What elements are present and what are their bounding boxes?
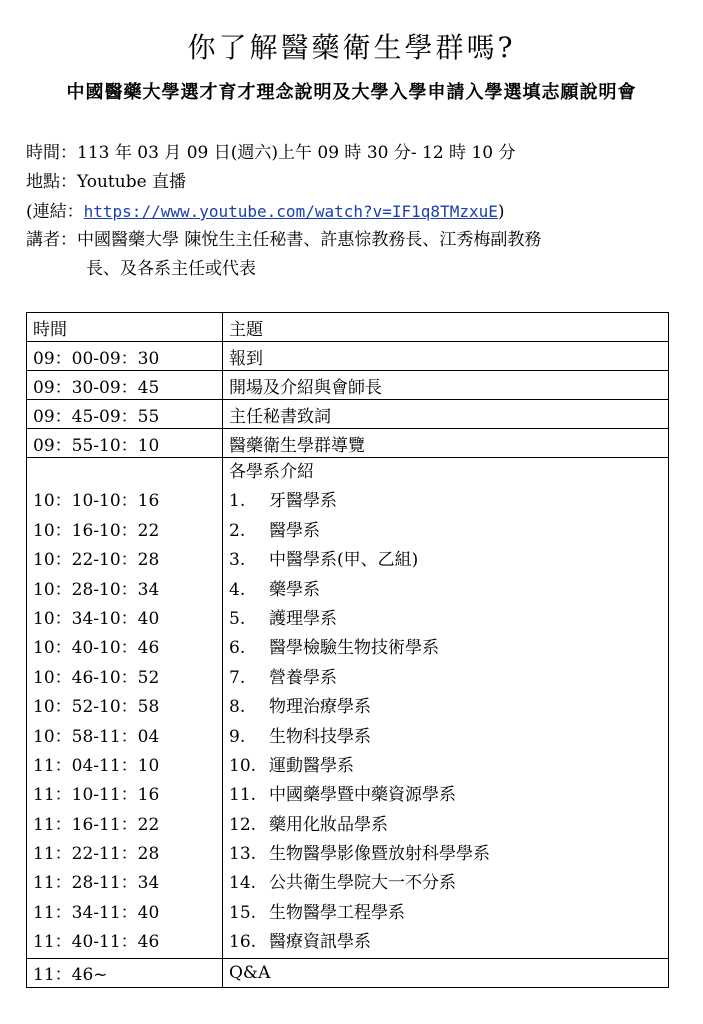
link-prefix: (連結： [26, 202, 84, 222]
department-name: 醫療資訊學系 [269, 932, 371, 953]
row-time: 09：45-09：55 [27, 400, 223, 429]
department-number: 1. [229, 491, 246, 512]
event-time: 時間：113 年 03 月 09 日(週六)上午 09 時 30 分- 12 時 10 分 [26, 143, 516, 163]
department-item [223, 487, 668, 516]
table-row [27, 400, 669, 429]
department-item [223, 869, 668, 898]
header-time: 時間 [27, 313, 223, 342]
row-topic: 報到 [223, 342, 669, 371]
table-row-final [27, 958, 669, 987]
department-time: 10：58-11：04 [33, 726, 160, 747]
row-topic: 開場及介紹與會師長 [223, 371, 669, 400]
department-number: 7. [229, 667, 246, 688]
page-title: 你了解醫藥衛生學群嗎? [187, 31, 516, 64]
department-time: 11：28-11：34 [33, 873, 160, 894]
department-number: 9. [229, 726, 246, 747]
department-item [223, 840, 668, 869]
department-time: 11：34-11：40 [33, 902, 160, 923]
row-topic: 主任秘書致詞 [223, 400, 669, 429]
department-number: 16. [229, 932, 257, 953]
link-suffix: ) [497, 202, 505, 222]
department-item [223, 781, 668, 810]
department-name: 公共衛生學院大一不分系 [269, 873, 456, 894]
row-time: 09：55-10：10 [27, 429, 223, 458]
final-topic: Q&A [223, 958, 669, 987]
department-time: 10：10-10：16 [33, 491, 160, 512]
department-time: 11：16-11：22 [33, 814, 160, 835]
department-number: 6. [229, 638, 246, 659]
department-number: 2. [229, 520, 246, 541]
department-number: 5. [229, 608, 246, 629]
department-number: 8. [229, 697, 246, 718]
event-speakers-cont: 長、及各系主任或代表 [86, 259, 256, 279]
department-times-cell [27, 458, 223, 959]
department-item [223, 693, 668, 722]
department-times-spacer [27, 458, 222, 487]
department-heading: 各學系介紹 [229, 462, 314, 482]
department-time: 10：46-10：52 [33, 667, 160, 688]
department-item [223, 517, 668, 546]
department-time: 10：52-10：58 [33, 697, 160, 718]
department-number: 15. [229, 902, 257, 923]
department-item [223, 546, 668, 575]
department-name: 藥用化妝品學系 [269, 814, 388, 835]
department-item [223, 811, 668, 840]
department-item [223, 899, 668, 928]
department-name: 醫學系 [269, 520, 320, 541]
department-time: 10：16-10：22 [33, 520, 160, 541]
header-topic: 主題 [223, 313, 669, 342]
department-names-cell [223, 458, 669, 959]
department-name: 醫學檢驗生物技術學系 [269, 638, 439, 659]
page-subtitle: 中國醫藥大學選才育才理念說明及大學入學申請入學選填志願說明會 [66, 82, 637, 103]
department-name: 中國藥學暨中藥資源學系 [269, 785, 456, 806]
department-item [223, 576, 668, 605]
department-number: 10. [229, 755, 257, 776]
department-item [223, 664, 668, 693]
department-number: 4. [229, 579, 246, 600]
department-number: 12. [229, 814, 257, 835]
table-row [27, 342, 669, 371]
department-name: 牙醫學系 [269, 491, 337, 512]
department-time: 10：40-10：46 [33, 638, 160, 659]
department-time: 11：04-11：10 [33, 755, 160, 776]
department-number: 14. [229, 873, 257, 894]
department-number: 3. [229, 550, 246, 571]
department-item [223, 752, 668, 781]
department-number: 13. [229, 844, 257, 865]
department-name: 藥學系 [269, 579, 320, 600]
department-name: 運動醫學系 [269, 755, 354, 776]
department-item [223, 634, 668, 663]
department-time: 11：10-11：16 [33, 785, 160, 806]
department-item [223, 723, 668, 752]
department-item [223, 605, 668, 634]
department-item [223, 928, 668, 957]
final-time: 11：46~ [27, 958, 223, 987]
youtube-link[interactable]: https://www.youtube.com/watch?v=IF1q8TMzxuE [83, 202, 498, 221]
department-name: 物理治療學系 [269, 697, 371, 718]
table-row [27, 429, 669, 458]
department-name: 營養學系 [269, 667, 337, 688]
department-name: 護理學系 [269, 608, 337, 629]
department-time: 10：22-10：28 [33, 550, 160, 571]
department-name: 中醫學系(甲、乙組) [269, 550, 419, 571]
event-speakers: 講者：中國醫藥大學 陳悅生主任秘書、許惠悰教務長、江秀梅副教務 [26, 230, 542, 250]
department-number: 11. [229, 785, 257, 806]
table-header-row [27, 313, 669, 342]
schedule-table [26, 312, 669, 988]
department-time: 10：28-10：34 [33, 579, 160, 600]
department-time: 11：40-11：46 [33, 932, 160, 953]
event-link-line [26, 197, 686, 226]
row-topic: 醫藥衛生學群導覽 [223, 429, 669, 458]
department-name: 生物醫學影像暨放射科學學系 [269, 844, 490, 865]
event-info [26, 139, 686, 284]
row-time: 09：00-09：30 [27, 342, 223, 371]
department-time: 11：22-11：28 [33, 844, 160, 865]
department-name: 生物科技學系 [269, 726, 371, 747]
event-place: 地點：Youtube 直播 [26, 172, 187, 192]
department-block-row [27, 458, 669, 959]
row-time: 09：30-09：45 [27, 371, 223, 400]
department-name: 生物醫學工程學系 [269, 902, 405, 923]
table-row [27, 371, 669, 400]
department-time: 10：34-10：40 [33, 608, 160, 629]
